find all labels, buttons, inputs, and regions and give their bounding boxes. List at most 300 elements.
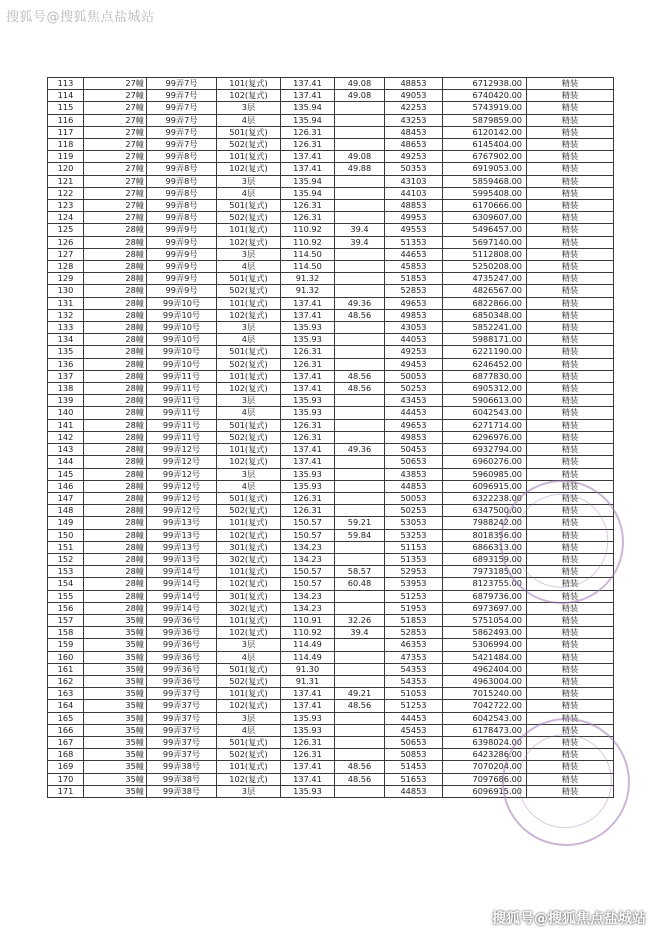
cell-area: 114.50	[281, 248, 335, 260]
cell-total-price: 6309607.00	[443, 212, 527, 224]
table-row	[48, 297, 614, 309]
cell-row-number: 120	[48, 163, 84, 175]
cell-unit-price: 53953	[385, 578, 443, 590]
table-row	[48, 456, 614, 468]
cell-building: 28幢	[84, 358, 147, 370]
cell-attached-area	[335, 273, 385, 285]
cell-unit: 3层	[217, 639, 281, 651]
table-row	[48, 627, 614, 639]
cell-building: 28幢	[84, 370, 147, 382]
cell-unit-price: 50853	[385, 749, 443, 761]
cell-unit-price: 44103	[385, 187, 443, 199]
cell-attached-area: 59.21	[335, 517, 385, 529]
cell-row-number: 122	[48, 187, 84, 199]
cell-unit-price: 43053	[385, 322, 443, 334]
table-row	[48, 480, 614, 492]
cell-total-price: 5995408.00	[443, 187, 527, 199]
cell-row-number: 165	[48, 712, 84, 724]
cell-address: 99弄36号	[147, 639, 217, 651]
cell-unit: 3层	[217, 248, 281, 260]
cell-building: 28幢	[84, 590, 147, 602]
cell-row-number: 144	[48, 456, 84, 468]
cell-finish: 精装	[527, 456, 614, 468]
cell-row-number: 129	[48, 273, 84, 285]
cell-area: 150.57	[281, 566, 335, 578]
cell-area: 137.41	[281, 444, 335, 456]
cell-total-price: 5751054.00	[443, 614, 527, 626]
cell-attached-area	[335, 651, 385, 663]
cell-building: 28幢	[84, 456, 147, 468]
cell-attached-area	[335, 358, 385, 370]
cell-attached-area: 49.36	[335, 297, 385, 309]
cell-address: 99弄8号	[147, 200, 217, 212]
cell-address: 99弄12号	[147, 492, 217, 504]
cell-area: 110.91	[281, 614, 335, 626]
cell-building: 28幢	[84, 529, 147, 541]
cell-finish: 精装	[527, 273, 614, 285]
cell-building: 27幢	[84, 187, 147, 199]
cell-attached-area	[335, 261, 385, 273]
cell-unit-price: 51953	[385, 602, 443, 614]
table-row	[48, 212, 614, 224]
table-row	[48, 236, 614, 248]
cell-row-number: 131	[48, 297, 84, 309]
cell-row-number: 132	[48, 309, 84, 321]
cell-total-price: 5859468.00	[443, 175, 527, 187]
cell-address: 99弄12号	[147, 480, 217, 492]
cell-address: 99弄11号	[147, 395, 217, 407]
cell-finish: 精装	[527, 78, 614, 90]
cell-address: 99弄14号	[147, 602, 217, 614]
cell-attached-area: 49.36	[335, 444, 385, 456]
cell-unit-price: 50253	[385, 505, 443, 517]
cell-unit-price: 49653	[385, 297, 443, 309]
cell-unit-price: 48653	[385, 139, 443, 151]
cell-area: 91.32	[281, 273, 335, 285]
table-row	[48, 78, 614, 90]
cell-building: 28幢	[84, 431, 147, 443]
cell-finish: 精装	[527, 297, 614, 309]
table-row	[48, 785, 614, 797]
cell-unit: 501(复式)	[217, 663, 281, 675]
cell-address: 99弄10号	[147, 358, 217, 370]
cell-address: 99弄8号	[147, 212, 217, 224]
cell-finish: 精装	[527, 651, 614, 663]
cell-row-number: 123	[48, 200, 84, 212]
cell-total-price: 6905312.00	[443, 383, 527, 395]
cell-total-price: 6178473.00	[443, 724, 527, 736]
table-row	[48, 651, 614, 663]
cell-address: 99弄36号	[147, 614, 217, 626]
cell-attached-area	[335, 334, 385, 346]
cell-total-price: 5879859.00	[443, 114, 527, 126]
cell-total-price: 6877830.00	[443, 370, 527, 382]
cell-finish: 精装	[527, 114, 614, 126]
cell-attached-area	[335, 712, 385, 724]
cell-unit: 3层	[217, 322, 281, 334]
cell-finish: 精装	[527, 700, 614, 712]
cell-area: 114.50	[281, 261, 335, 273]
cell-total-price: 8018356.00	[443, 529, 527, 541]
cell-attached-area: 48.56	[335, 700, 385, 712]
cell-finish: 精装	[527, 541, 614, 553]
cell-building: 27幢	[84, 175, 147, 187]
cell-attached-area	[335, 663, 385, 675]
cell-row-number: 156	[48, 602, 84, 614]
cell-building: 28幢	[84, 346, 147, 358]
cell-finish: 精装	[527, 285, 614, 297]
cell-total-price: 6893159.00	[443, 553, 527, 565]
cell-address: 99弄7号	[147, 78, 217, 90]
cell-area: 135.93	[281, 724, 335, 736]
cell-finish: 精装	[527, 407, 614, 419]
cell-area: 135.94	[281, 187, 335, 199]
cell-row-number: 153	[48, 566, 84, 578]
cell-attached-area	[335, 553, 385, 565]
cell-unit: 102(复式)	[217, 529, 281, 541]
cell-unit-price: 44653	[385, 248, 443, 260]
cell-building: 28幢	[84, 261, 147, 273]
cell-unit: 102(复式)	[217, 236, 281, 248]
cell-unit-price: 43453	[385, 395, 443, 407]
table-row	[48, 285, 614, 297]
cell-area: 150.57	[281, 529, 335, 541]
cell-finish: 精装	[527, 212, 614, 224]
cell-total-price: 6042543.00	[443, 712, 527, 724]
cell-area: 135.94	[281, 114, 335, 126]
cell-unit: 501(复式)	[217, 126, 281, 138]
cell-attached-area: 49.08	[335, 90, 385, 102]
cell-finish: 精装	[527, 419, 614, 431]
cell-area: 114.49	[281, 639, 335, 651]
cell-area: 137.41	[281, 309, 335, 321]
cell-unit-price: 52953	[385, 566, 443, 578]
cell-finish: 精装	[527, 90, 614, 102]
cell-unit-price: 45853	[385, 261, 443, 273]
cell-area: 137.41	[281, 163, 335, 175]
cell-row-number: 134	[48, 334, 84, 346]
cell-row-number: 142	[48, 431, 84, 443]
cell-attached-area	[335, 200, 385, 212]
table-row	[48, 553, 614, 565]
cell-address: 99弄10号	[147, 297, 217, 309]
cell-unit: 101(复式)	[217, 444, 281, 456]
cell-unit: 102(复式)	[217, 309, 281, 321]
cell-row-number: 115	[48, 102, 84, 114]
cell-attached-area	[335, 736, 385, 748]
cell-row-number: 155	[48, 590, 84, 602]
cell-finish: 精装	[527, 529, 614, 541]
cell-area: 126.31	[281, 505, 335, 517]
price-table	[47, 77, 614, 798]
table-row	[48, 431, 614, 443]
cell-unit-price: 50453	[385, 444, 443, 456]
cell-attached-area	[335, 468, 385, 480]
table-row	[48, 736, 614, 748]
cell-address: 99弄11号	[147, 383, 217, 395]
cell-total-price: 6096915.00	[443, 785, 527, 797]
cell-row-number: 126	[48, 236, 84, 248]
cell-finish: 精装	[527, 236, 614, 248]
cell-total-price: 5112808.00	[443, 248, 527, 260]
cell-attached-area	[335, 248, 385, 260]
cell-total-price: 7973185.00	[443, 566, 527, 578]
cell-attached-area	[335, 419, 385, 431]
cell-address: 99弄37号	[147, 700, 217, 712]
cell-unit-price: 51353	[385, 553, 443, 565]
cell-building: 35幢	[84, 712, 147, 724]
cell-address: 99弄9号	[147, 236, 217, 248]
cell-finish: 精装	[527, 675, 614, 687]
cell-area: 150.57	[281, 578, 335, 590]
cell-building: 27幢	[84, 102, 147, 114]
cell-building: 27幢	[84, 139, 147, 151]
cell-area: 110.92	[281, 236, 335, 248]
cell-finish: 精装	[527, 517, 614, 529]
table-row	[48, 419, 614, 431]
cell-unit: 102(复式)	[217, 383, 281, 395]
cell-address: 99弄36号	[147, 663, 217, 675]
cell-finish: 精装	[527, 358, 614, 370]
cell-building: 27幢	[84, 200, 147, 212]
cell-unit-price: 52853	[385, 285, 443, 297]
cell-attached-area	[335, 102, 385, 114]
cell-unit: 102(复式)	[217, 578, 281, 590]
cell-area: 137.41	[281, 761, 335, 773]
cell-building: 27幢	[84, 114, 147, 126]
cell-unit-price: 47353	[385, 651, 443, 663]
cell-total-price: 5250208.00	[443, 261, 527, 273]
cell-unit: 3层	[217, 468, 281, 480]
cell-attached-area: 60.48	[335, 578, 385, 590]
cell-unit: 3层	[217, 102, 281, 114]
cell-unit: 4层	[217, 187, 281, 199]
cell-building: 28幢	[84, 468, 147, 480]
cell-row-number: 158	[48, 627, 84, 639]
cell-attached-area	[335, 724, 385, 736]
cell-unit-price: 42253	[385, 102, 443, 114]
cell-area: 135.93	[281, 712, 335, 724]
cell-unit: 4层	[217, 724, 281, 736]
table-row	[48, 639, 614, 651]
cell-finish: 精装	[527, 248, 614, 260]
cell-area: 135.93	[281, 468, 335, 480]
cell-row-number: 150	[48, 529, 84, 541]
table-row	[48, 139, 614, 151]
cell-unit-price: 46353	[385, 639, 443, 651]
cell-total-price: 6221190.00	[443, 346, 527, 358]
cell-row-number: 125	[48, 224, 84, 236]
cell-row-number: 147	[48, 492, 84, 504]
cell-area: 114.49	[281, 651, 335, 663]
cell-finish: 精装	[527, 102, 614, 114]
cell-unit: 3层	[217, 712, 281, 724]
cell-finish: 精装	[527, 346, 614, 358]
cell-unit: 4层	[217, 651, 281, 663]
cell-address: 99弄38号	[147, 785, 217, 797]
cell-address: 99弄37号	[147, 749, 217, 761]
cell-unit-price: 49253	[385, 346, 443, 358]
cell-building: 28幢	[84, 383, 147, 395]
cell-attached-area: 39.4	[335, 224, 385, 236]
cell-building: 35幢	[84, 761, 147, 773]
cell-finish: 精装	[527, 395, 614, 407]
table-row	[48, 90, 614, 102]
cell-unit: 502(复式)	[217, 285, 281, 297]
cell-address: 99弄7号	[147, 114, 217, 126]
cell-unit-price: 51053	[385, 688, 443, 700]
table-row	[48, 663, 614, 675]
cell-total-price: 5743919.00	[443, 102, 527, 114]
table-row	[48, 614, 614, 626]
cell-address: 99弄37号	[147, 688, 217, 700]
cell-building: 28幢	[84, 322, 147, 334]
cell-building: 35幢	[84, 614, 147, 626]
cell-attached-area	[335, 639, 385, 651]
cell-unit-price: 49253	[385, 151, 443, 163]
cell-finish: 精装	[527, 126, 614, 138]
cell-total-price: 7988242.00	[443, 517, 527, 529]
cell-unit: 3层	[217, 175, 281, 187]
cell-unit: 302(复式)	[217, 602, 281, 614]
cell-unit-price: 54353	[385, 675, 443, 687]
cell-attached-area	[335, 675, 385, 687]
cell-finish: 精装	[527, 688, 614, 700]
cell-unit: 102(复式)	[217, 627, 281, 639]
cell-row-number: 114	[48, 90, 84, 102]
price-list-sheet	[47, 77, 613, 798]
table-row	[48, 505, 614, 517]
cell-building: 27幢	[84, 212, 147, 224]
cell-unit-price: 50653	[385, 736, 443, 748]
cell-finish: 精装	[527, 322, 614, 334]
cell-finish: 精装	[527, 614, 614, 626]
cell-address: 99弄7号	[147, 139, 217, 151]
cell-unit-price: 48453	[385, 126, 443, 138]
cell-address: 99弄37号	[147, 724, 217, 736]
cell-unit: 501(复式)	[217, 273, 281, 285]
cell-unit: 4层	[217, 480, 281, 492]
table-row	[48, 334, 614, 346]
cell-address: 99弄11号	[147, 419, 217, 431]
cell-area: 137.41	[281, 151, 335, 163]
cell-area: 137.41	[281, 78, 335, 90]
cell-total-price: 6712938.00	[443, 78, 527, 90]
cell-unit-price: 49453	[385, 358, 443, 370]
cell-area: 110.92	[281, 627, 335, 639]
table-row	[48, 724, 614, 736]
cell-unit-price: 49853	[385, 431, 443, 443]
cell-finish: 精装	[527, 151, 614, 163]
cell-building: 35幢	[84, 785, 147, 797]
cell-finish: 精装	[527, 602, 614, 614]
cell-address: 99弄36号	[147, 675, 217, 687]
cell-address: 99弄9号	[147, 261, 217, 273]
cell-area: 137.41	[281, 297, 335, 309]
cell-unit: 102(复式)	[217, 163, 281, 175]
table-row	[48, 688, 614, 700]
table-row	[48, 566, 614, 578]
cell-finish: 精装	[527, 139, 614, 151]
cell-finish: 精装	[527, 566, 614, 578]
cell-attached-area	[335, 285, 385, 297]
cell-area: 137.41	[281, 688, 335, 700]
cell-total-price: 6042543.00	[443, 407, 527, 419]
cell-building: 28幢	[84, 578, 147, 590]
cell-attached-area	[335, 187, 385, 199]
cell-attached-area	[335, 541, 385, 553]
cell-unit-price: 50053	[385, 370, 443, 382]
cell-total-price: 6096915.00	[443, 480, 527, 492]
cell-unit-price: 48853	[385, 78, 443, 90]
cell-unit-price: 50053	[385, 492, 443, 504]
cell-unit: 101(复式)	[217, 224, 281, 236]
cell-address: 99弄12号	[147, 468, 217, 480]
cell-address: 99弄7号	[147, 90, 217, 102]
cell-total-price: 5852241.00	[443, 322, 527, 334]
cell-row-number: 116	[48, 114, 84, 126]
cell-address: 99弄13号	[147, 529, 217, 541]
cell-unit: 101(复式)	[217, 78, 281, 90]
cell-building: 28幢	[84, 407, 147, 419]
cell-row-number: 138	[48, 383, 84, 395]
cell-address: 99弄14号	[147, 566, 217, 578]
cell-total-price: 6919053.00	[443, 163, 527, 175]
cell-unit: 301(复式)	[217, 590, 281, 602]
cell-area: 126.31	[281, 212, 335, 224]
cell-total-price: 6866313.00	[443, 541, 527, 553]
cell-total-price: 5697140.00	[443, 236, 527, 248]
cell-building: 35幢	[84, 736, 147, 748]
cell-total-price: 4826567.00	[443, 285, 527, 297]
cell-area: 126.31	[281, 749, 335, 761]
cell-row-number: 113	[48, 78, 84, 90]
cell-row-number: 160	[48, 651, 84, 663]
table-row	[48, 261, 614, 273]
cell-total-price: 6740420.00	[443, 90, 527, 102]
cell-finish: 精装	[527, 468, 614, 480]
table-row	[48, 273, 614, 285]
cell-address: 99弄7号	[147, 102, 217, 114]
cell-finish: 精装	[527, 590, 614, 602]
cell-unit: 101(复式)	[217, 688, 281, 700]
cell-row-number: 139	[48, 395, 84, 407]
cell-row-number: 130	[48, 285, 84, 297]
cell-address: 99弄8号	[147, 175, 217, 187]
watermark-top: 搜狐号@搜狐焦点盐城站	[6, 10, 155, 25]
cell-unit-price: 49053	[385, 90, 443, 102]
cell-row-number: 124	[48, 212, 84, 224]
cell-area: 137.41	[281, 370, 335, 382]
cell-attached-area: 49.88	[335, 163, 385, 175]
cell-area: 134.23	[281, 602, 335, 614]
cell-area: 135.93	[281, 322, 335, 334]
cell-unit: 301(复式)	[217, 541, 281, 553]
table-row	[48, 407, 614, 419]
cell-building: 35幢	[84, 675, 147, 687]
cell-building: 28幢	[84, 273, 147, 285]
table-row	[48, 102, 614, 114]
cell-total-price: 7042722.00	[443, 700, 527, 712]
cell-area: 126.31	[281, 139, 335, 151]
table-row	[48, 163, 614, 175]
cell-total-price: 5988171.00	[443, 334, 527, 346]
cell-finish: 精装	[527, 492, 614, 504]
cell-total-price: 6960276.00	[443, 456, 527, 468]
cell-row-number: 164	[48, 700, 84, 712]
cell-attached-area: 48.56	[335, 383, 385, 395]
cell-unit-price: 51853	[385, 273, 443, 285]
